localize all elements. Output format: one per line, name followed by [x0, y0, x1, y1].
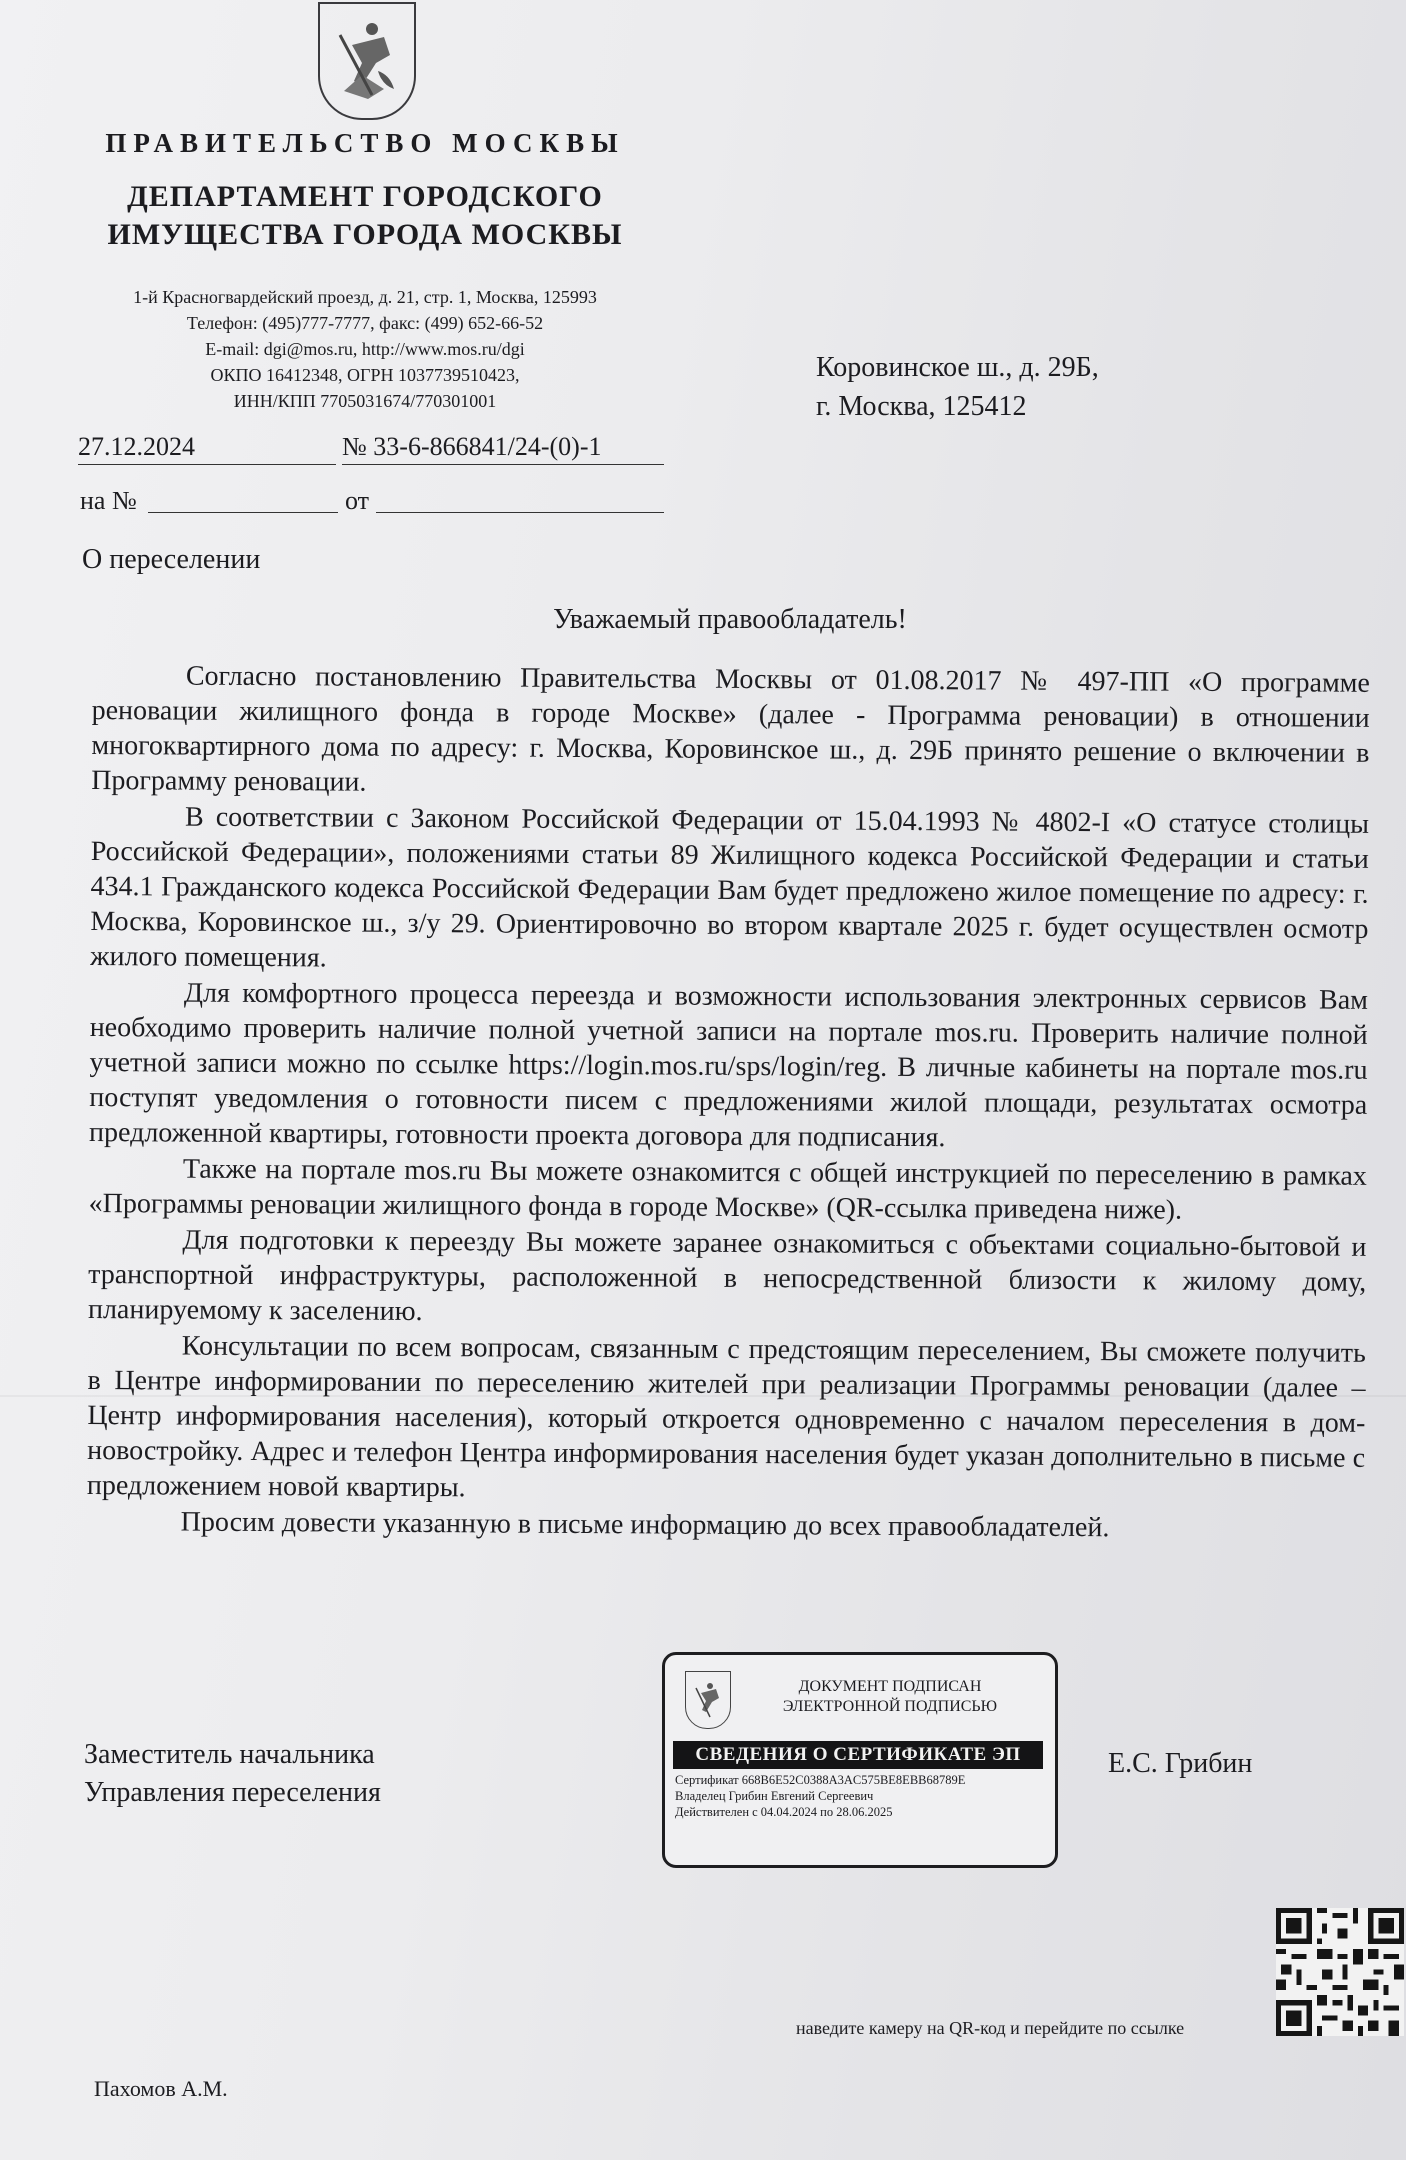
letter-number: № 33-6-866841/24-(0)-1 [342, 432, 664, 465]
paragraph: Консультации по всем вопросам, связанным с предстоящим переселением, Вы сможете получить в Центре информировании по переселению жителей при реализации Программы реновации (далее – Центр информирования населения), который откроется одновременно с началом переселения в дом-новостройку. Адрес и телефон Центра информирования населения будет указан дополнительно в письме с предложением новой квартиры. [86, 1330, 1366, 1504]
paragraph: Также на портале mos.ru Вы можете ознакомится с общей инструкцией по переселению в рамках «Программы реновации жилищного фонда в городе Москве» (QR-ссылка приведена ниже). [88, 1153, 1367, 1226]
contact-address: 1-й Красногвардейский проезд, д. 21, стр. 1, Москва, 125993 [133, 287, 597, 307]
department-contacts [60, 284, 670, 414]
reference-from-blank [376, 512, 664, 513]
contact-email: E-mail: dgi@mos.ru, http://www.mos.ru/dgi [205, 339, 525, 359]
letter-subject: О переселении [82, 544, 261, 575]
signer-name: Е.С. Грибин [1108, 1748, 1253, 1779]
signer-position: Заместитель начальника Управления переселения [84, 1739, 381, 1808]
letter-body [87, 658, 1370, 1547]
paragraph: В соответствии с Законом Российской Федерации от 15.04.1993 № 4802-I «О статусе столицы Российской Федерации», положениями статьи 89 Жилищного кодекса Российской Федерации и статьи 434.1 Гражданского кодекса Российской Федерации Вам будет предложено жилое помещение по адресу: г. Москва, Коровинское ш., з/у 29. Ориентировочно во втором квартале 2025 г. будет осуществлен осмотр жилого помещения. [90, 801, 1370, 974]
paragraph: Для подготовки к переезду Вы можете заранее ознакомиться с объектами социально-бытовой и транспортной инфраструктуры, расположенной в непосредственной близости к жилому дому, планируемому к заселению. [87, 1224, 1367, 1328]
reference-blank [148, 512, 338, 513]
department-title: ДЕПАРТАМЕНТ ГОРОДСКОГО ИМУЩЕСТВА ГОРОДА МОСКВЫ [107, 180, 623, 251]
recipient-address: Коровинское ш., д. 29Б, г. Москва, 125412 [816, 352, 1099, 422]
reference-from-label: от [345, 486, 370, 515]
moscow-coat-of-arms-icon [318, 2, 416, 120]
qr-code-icon[interactable] [1276, 1908, 1404, 2036]
contact-inn: ИНН/КПП 7705031674/770301001 [233, 391, 497, 411]
contact-phone: Телефон: (495)777-7777, факс: (499) 652-66-52 [186, 313, 544, 333]
stamp-certificate-bar: СВЕДЕНИЯ О СЕРТИФИКАТЕ ЭП [673, 1741, 1043, 1769]
salutation: Уважаемый правообладатель! [553, 604, 907, 635]
stamp-validity: Действителен с 04.04.2024 по 28.06.2025 [675, 1805, 893, 1819]
paragraph: Просим довести указанную в письме информацию до всех правообладателей. [180, 1506, 1110, 1544]
reference-label: на № [80, 486, 137, 515]
stamp-certificate-id: Сертификат 668B6E52C0388A3AC575BE8EBB68789E [675, 1773, 966, 1787]
contact-okpo: ОКПО 16412348, ОГРН 1037739510423, [210, 365, 520, 385]
letter-date: 27.12.2024 [78, 432, 336, 465]
executor-name: Пахомов А.М. [94, 2076, 228, 2101]
stamp-owner: Владелец Грибин Евгений Сергеевич [675, 1789, 874, 1803]
electronic-signature-stamp [662, 1652, 1058, 1868]
stamp-coat-of-arms-icon [685, 1671, 731, 1729]
paragraph: Для комфортного процесса переезда и возможности использования электронных сервисов Вам необходимо проверить наличие полной учетной записи на портале mos.ru. Проверить наличие полной учетной записи можно по ссылке https://login.mos.ru/sps/login/reg. В личные кабинеты на портале mos.ru поступят уведомления о готовности писем с предложениями жилой площади, результатах осмотра предложенной квартиры, готовности проекта договора для подписания. [89, 977, 1369, 1154]
government-title: ПРАВИТЕЛЬСТВО МОСКВЫ [105, 128, 625, 158]
qr-caption: наведите камеру на QR-код и перейдите по ссылке [796, 2018, 1185, 2038]
paragraph: Согласно постановлению Правительства Москвы от 01.08.2017 № 497-ПП «О программе реновации жилищного фонда в городе Москве» (далее - Программа реновации) в отношении многоквартирного дома по адресу: г. Москва, Коровинское ш., д. 29Б принято решение о включении в Программу реновации. [91, 660, 1370, 798]
stamp-heading: ДОКУМЕНТ ПОДПИСАН ЭЛЕКТРОННОЙ ПОДПИСЬЮ [782, 1678, 998, 1715]
